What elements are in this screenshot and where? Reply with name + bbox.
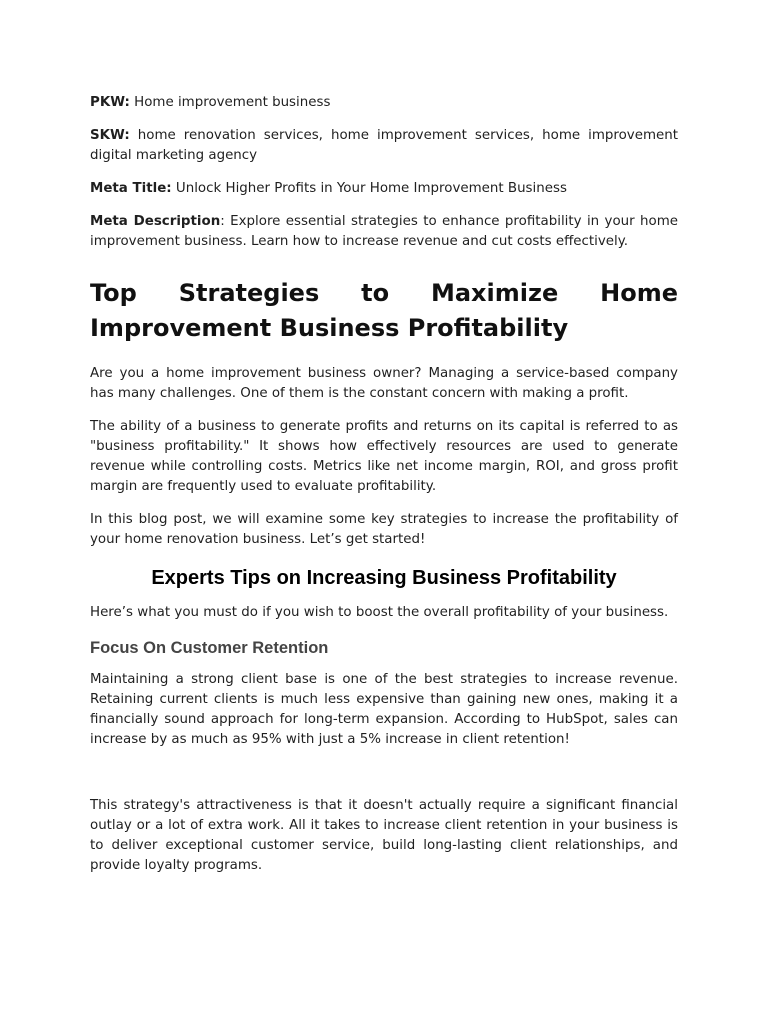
skw-line: [90, 126, 678, 166]
retention-paragraph-1: Maintaining a strong client base is one of the best strategies to increase revenue. Retaining current clients is much less expensive than gaining new ones, making it a financially sound approach for long-term expansion. According to HubSpot, sales can increase by as much as 95% with just a 5% increase in client retention!: [90, 672, 678, 747]
meta-title-value: Unlock Higher Profits in Your Home Improvement Business: [171, 181, 567, 196]
skw-label: SKW:: [90, 128, 130, 143]
article-title: Top Strategies to Maximize Home Improvement Business Profitability: [90, 279, 678, 342]
section-heading: Experts Tips on Increasing Business Profitability: [151, 567, 617, 589]
document-page: [90, 93, 678, 889]
intro-paragraph-3: In this blog post, we will examine some key strategies to increase the profitability of your home renovation business. Let’s get started!: [90, 512, 678, 547]
paragraph-spacer: [90, 763, 678, 796]
pkw-line: [90, 93, 678, 113]
meta-description-value: : Explore essential strategies to enhance profitability in your home improvement business. Learn how to increase revenue and cut costs effectively.: [90, 214, 678, 249]
pkw-value: Home improvement business: [129, 95, 331, 110]
intro-paragraph-1: Are you a home improvement business owner? Managing a service-based company has many challenges. One of them is the constant concern with making a profit.: [90, 366, 678, 401]
retention-paragraph-2: This strategy's attractiveness is that it doesn't actually require a significant financial outlay or a lot of extra work. All it takes to increase client retention in your business is to deliver exceptional customer service, build long-lasting client relationships, and provide loyalty programs.: [90, 798, 678, 873]
subheading: Focus On Customer Retention: [90, 639, 329, 657]
meta-description-label: Meta Description: [90, 214, 221, 229]
section-intro: Here’s what you must do if you wish to boost the overall profitability of your business.: [90, 605, 669, 620]
pkw-label: PKW:: [90, 95, 130, 110]
intro-paragraph-2: The ability of a business to generate profits and returns on its capital is referred to as "business profitability." It shows how effectively resources are used to generate revenue while controlling costs. Metrics like net income margin, ROI, and gross profit margin are frequently used to evaluate profitability.: [90, 419, 678, 494]
skw-value: home renovation services, home improvement services, home improvement digital marketing agency: [90, 128, 678, 163]
meta-title-label: Meta Title:: [90, 181, 172, 196]
meta-title-line: [90, 179, 678, 199]
meta-description-line: [90, 212, 678, 252]
